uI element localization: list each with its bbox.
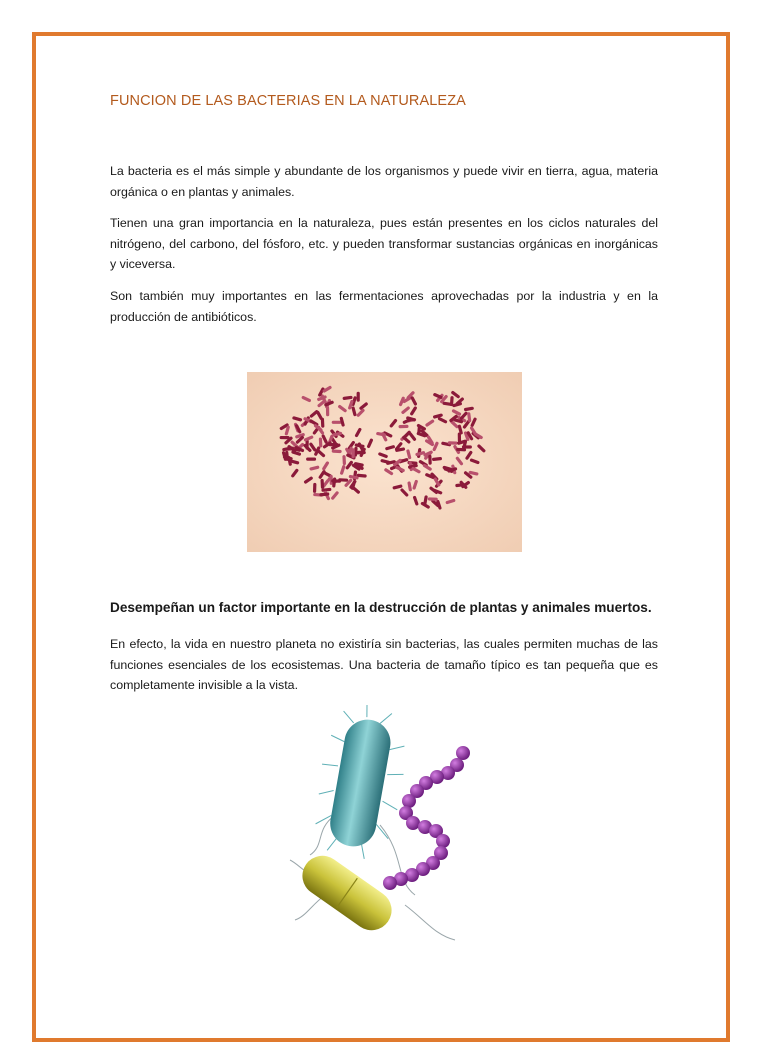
paragraph-ecosystems: En efecto, la vida en nuestro planeta no existiría sin bacterias, las cuales permiten muchas de las funciones esenciales de los ecosistemas. Una bacteria de tamaño típico es tan pequeña que es completamente invisible a la vista. [110,637,658,692]
section-subheading: Desempeñan un factor importante en la destrucción de plantas y animales muertos. [110,600,652,615]
paragraph-importance: Tienen una gran importancia en la naturaleza, pues están presentes en los ciclos naturales del nitrógeno, del carbono, del fósforo, etc. y pueden transformar sustancias orgánicas en inorgánicas y viceversa. [110,216,658,271]
bacteria-illustration-image [285,705,485,960]
paragraph-fermentation: Son también muy importantes en las fermentaciones aprovechadas por la industria y en la producción de antibióticos. [110,289,658,324]
paragraph-intro: La bacteria es el más simple y abundante de los organismos y puede vivir en tierra, agua, materia orgánica o en plantas y animales. [110,164,658,199]
document-title: FUNCION DE LAS BACTERIAS EN LA NATURALEZA [110,93,466,109]
bacteria-micrograph-image [247,372,522,552]
